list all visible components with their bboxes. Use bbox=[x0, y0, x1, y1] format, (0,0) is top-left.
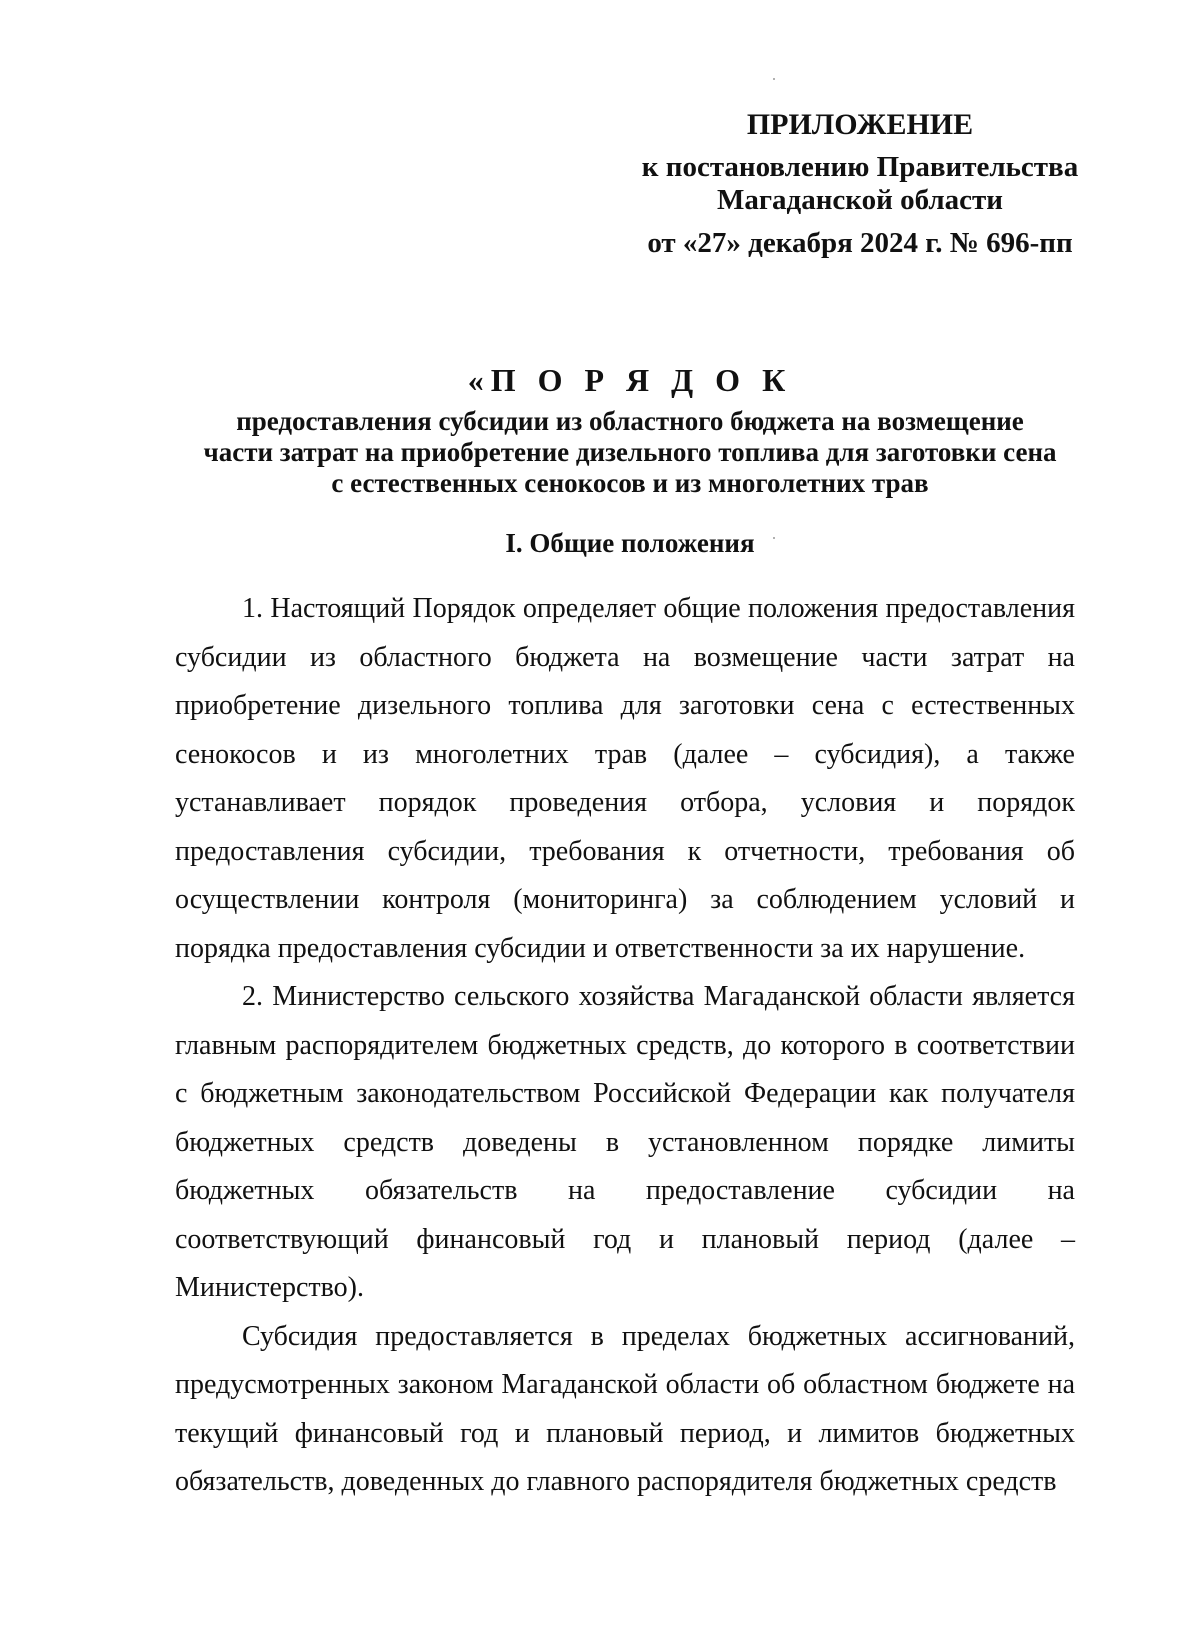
appendix-dateline: от «27» декабря 2024 г. № 696-пп bbox=[647, 227, 1073, 259]
document-subtitle-line: с естественных сенокосов и из многолетних трав bbox=[331, 468, 929, 498]
section-heading: I. Общие положения bbox=[505, 528, 755, 558]
appendix-heading: ПРИЛОЖЕНИЕ bbox=[746, 108, 974, 141]
appendix-resolution-line: к постановлению Правительства bbox=[641, 151, 1079, 183]
document-body bbox=[175, 585, 1075, 1507]
document-title-block bbox=[130, 360, 1130, 499]
paragraph-2: 2. Министерство сельского хозяйства Магаданской области является главным распорядителем бюджетных средств, до которого в соответствии с бюджетным законодательством Российской Федерации как получателя бюджетных средств доведены в установленном порядке лимиты бюджетных обязательств на предоставление субсидии на соответствующий финансовый год и плановый период (далее – Министерство). bbox=[175, 981, 1075, 1303]
document-subtitle-line: части затрат на приобретение дизельного топлива для заготовки сена bbox=[203, 437, 1057, 467]
appendix-block bbox=[600, 108, 1120, 260]
document-title: «П О Р Я Д О К bbox=[467, 362, 793, 398]
appendix-region-line: Магаданской области bbox=[717, 184, 1003, 216]
scan-speck bbox=[773, 78, 775, 80]
scan-speck bbox=[773, 537, 775, 539]
paragraph-3: Субсидия предоставляется в пределах бюджетных ассигнований, предусмотренных законом Магаданской области об областном бюджете на текущий финансовый год и плановый период, и лимитов бюджетных обязательств, доведенных до главного распорядителя бюджетных средств bbox=[175, 1320, 1075, 1497]
paragraph-1: 1. Настоящий Порядок определяет общие положения предоставления субсидии из областного бюджета на возмещение части затрат на приобретение дизельного топлива для заготовки сена с естественных сенокосов и из многолетних трав (далее – субсидия), а также устанавливает порядок проведения отбора, условия и порядок предоставления субсидии, требования к отчетности, требования об осуществлении контроля (мониторинга) за соблюдением условий и порядка предоставления субсидии и ответственности за их нарушение. bbox=[175, 593, 1075, 964]
document-subtitle-line: предоставления субсидии из областного бюджета на возмещение bbox=[236, 406, 1024, 436]
